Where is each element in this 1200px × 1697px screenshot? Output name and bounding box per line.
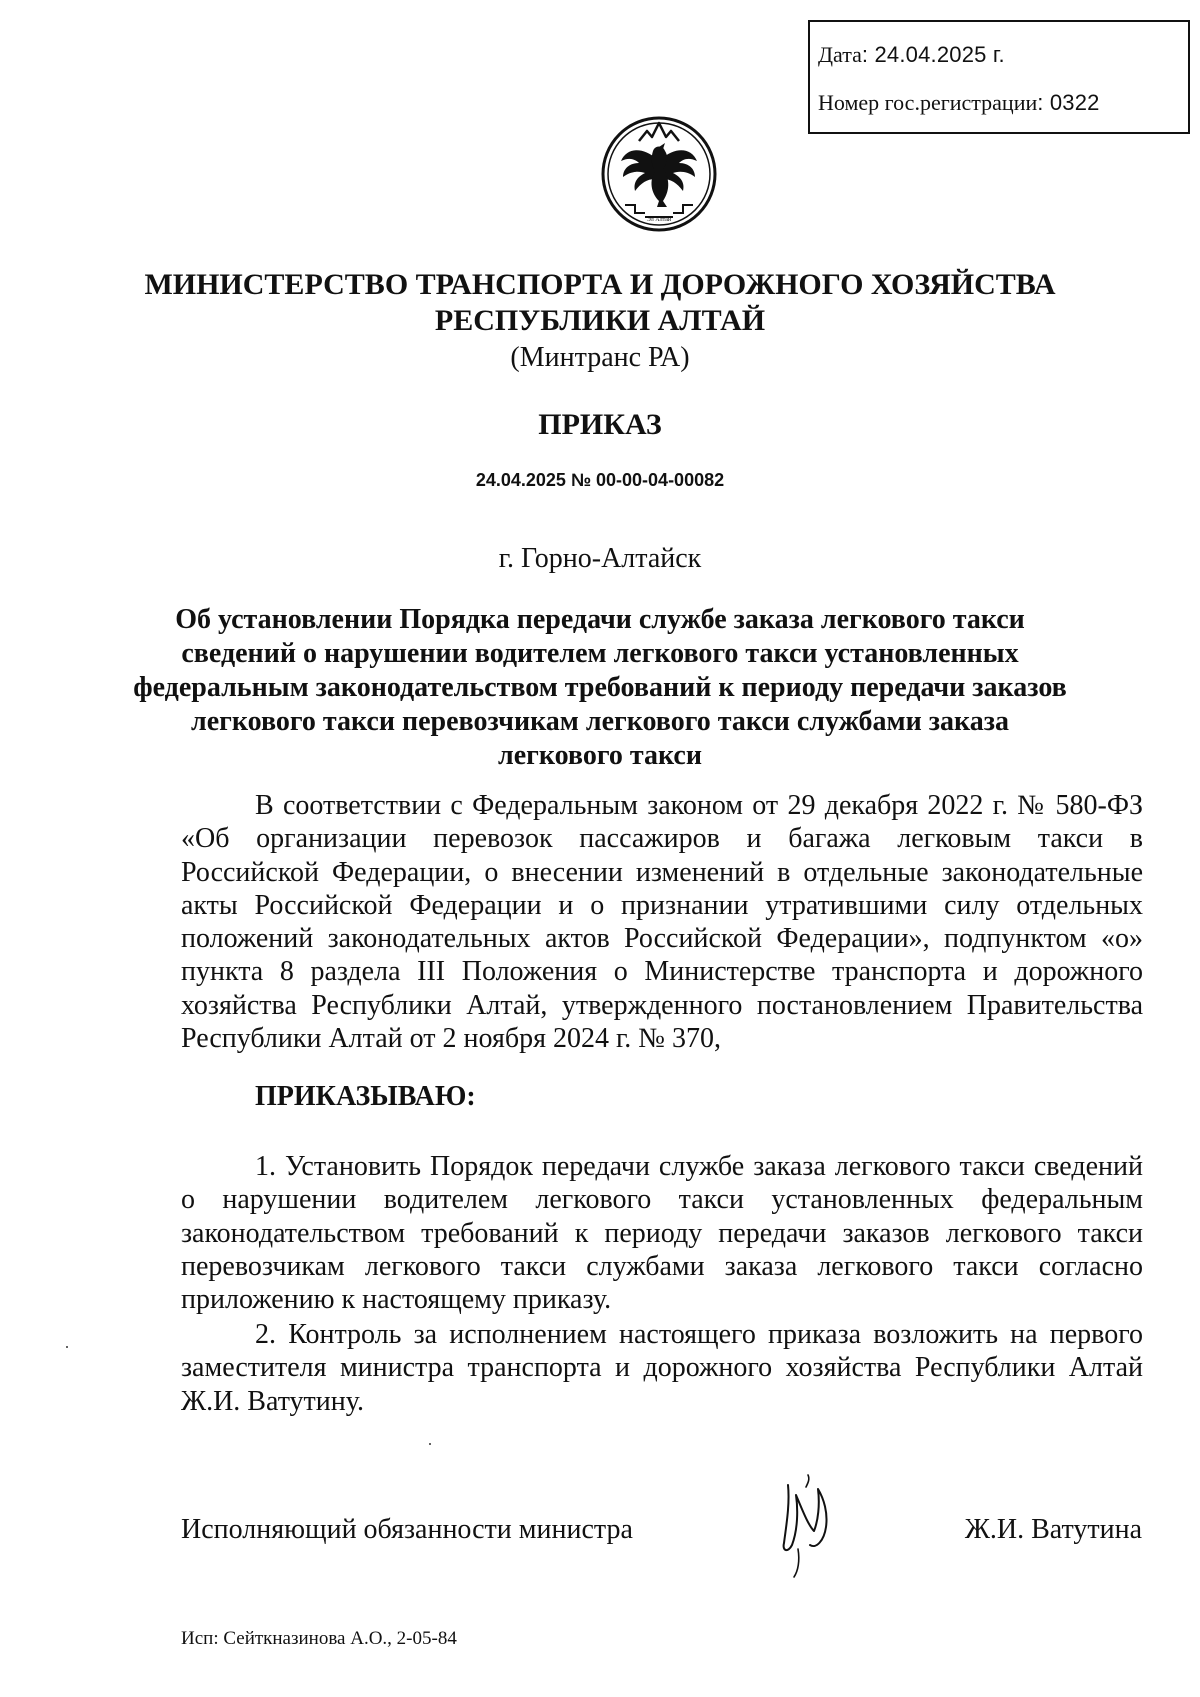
preamble-line: хозяйства Республики Алтай, утвержденного постановлением Правительства <box>181 989 1143 1021</box>
decree-heading: ПРИКАЗЫВАЮ: <box>255 1081 476 1112</box>
order-subject <box>0 603 1200 773</box>
altai-republic-coat-of-arms-icon <box>599 107 719 242</box>
preamble-line: «Об организации перевозок пассажиров и багажа легковым такси в <box>181 823 1143 855</box>
preamble-line: Российской Федерации, о внесении изменений в отдельные законодательные <box>181 856 1143 888</box>
document-type: ПРИКАЗ <box>538 408 662 441</box>
scan-speck <box>429 1443 431 1445</box>
stamp-reg-value: : 0322 <box>1037 90 1100 115</box>
organization-name-line1: МИНИСТЕРСТВО ТРАНСПОРТА И ДОРОЖНОГО ХОЗЯЙСТВА <box>144 268 1056 301</box>
signatory-position: Исполняющий обязанности министра <box>181 1514 633 1545</box>
order-item-2 <box>181 1318 1143 1418</box>
item-line: заместителя министра транспорта и дорожного хозяйства Республики Алтай <box>181 1352 1143 1384</box>
preamble-line: пункта 8 раздела III Положения о Министерстве транспорта и дорожного <box>181 956 1143 988</box>
subject-line: легкового такси <box>498 740 702 771</box>
item-line: Ж.И. Ватутину. <box>181 1385 364 1417</box>
stamp-date-label: Дата <box>818 42 862 67</box>
stamp-date <box>818 44 1005 66</box>
item-line: законодательством требований к периоду передачи заказов легкового такси <box>181 1217 1143 1249</box>
item-line: приложению к настоящему приказу. <box>181 1284 612 1316</box>
stamp-registration-number <box>818 92 1100 114</box>
item-line: 2. Контроль за исполнением настоящего приказа возложить на первого <box>255 1319 1143 1350</box>
item-line: о нарушении водителем легкового такси установленных федеральным <box>181 1184 1143 1216</box>
signatory-name: Ж.И. Ватутина <box>964 1514 1142 1545</box>
subject-line: сведений о нарушении водителем легкового такси установленных <box>181 638 1019 669</box>
svg-text:Эл Алтай: Эл Алтай <box>646 217 672 223</box>
stamp-reg-label: Номер гос.регистрации <box>818 90 1038 115</box>
organization-name-line2: РЕСПУБЛИКИ АЛТАЙ <box>434 304 766 337</box>
document-city: г. Горно-Алтайск <box>498 543 702 574</box>
registration-stamp <box>808 20 1190 134</box>
subject-line: федеральным законодательством требований к периоду передачи заказов <box>133 672 1067 703</box>
handwritten-signature-icon <box>768 1465 848 1585</box>
subject-line: легкового такси перевозчикам легкового такси службами заказа <box>191 706 1009 737</box>
document-number: 24.04.2025 № 00-00-04-00082 <box>475 470 725 490</box>
scan-speck <box>66 1346 68 1348</box>
organization-short-name: (Минтранс РА) <box>510 342 690 373</box>
order-item-1 <box>181 1150 1143 1316</box>
item-line: 1. Установить Порядок передачи службе заказа легкового такси сведений <box>255 1151 1143 1182</box>
preamble-paragraph <box>181 789 1143 1055</box>
stamp-date-value: : 24.04.2025 г. <box>861 42 1005 67</box>
executor-note: Исп: Сейткназинова А.О., 2-05-84 <box>181 1628 457 1649</box>
preamble-line: Республики Алтай от 2 ноября 2024 г. № 370, <box>181 1023 722 1055</box>
preamble-line: В соответствии с Федеральным законом от 29 декабря 2022 г. № 580-ФЗ <box>255 790 1143 821</box>
preamble-line: положений законодательных актов Российской Федерации», подпунктом «о» <box>181 923 1143 955</box>
preamble-line: акты Российской Федерации и о признании утратившими силу отдельных <box>181 889 1143 921</box>
item-line: перевозчикам легкового такси службами заказа легкового такси согласно <box>181 1250 1143 1282</box>
subject-line: Об установлении Порядка передачи службе заказа легкового такси <box>175 604 1025 635</box>
